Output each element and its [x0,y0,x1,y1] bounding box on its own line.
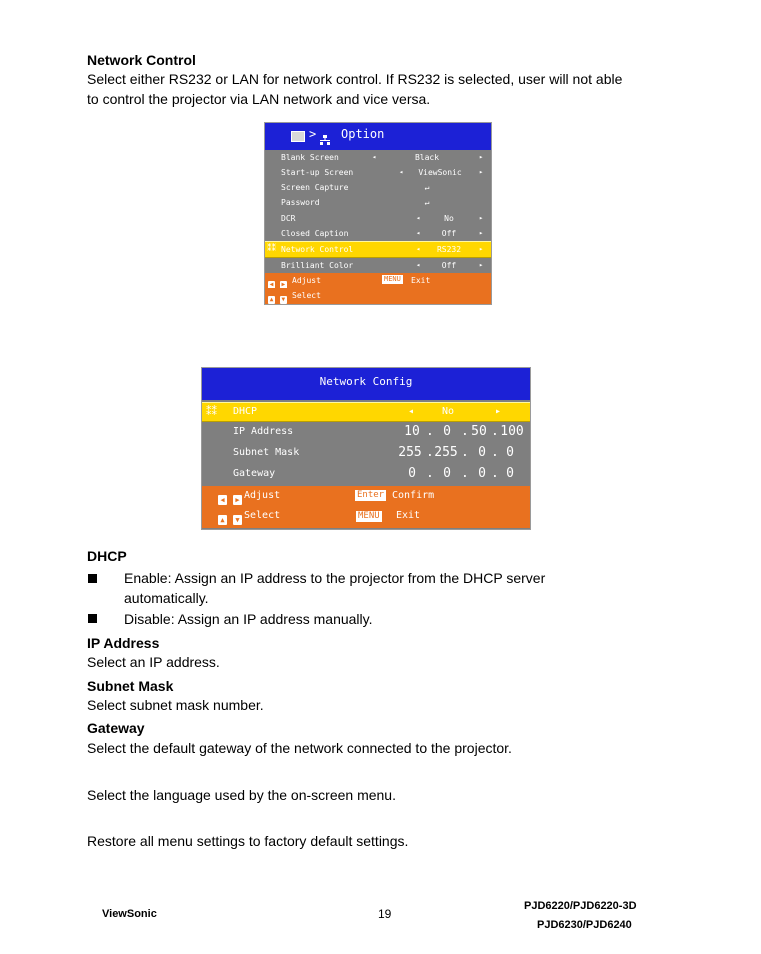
up-down-key-icon: ▲ ▼ [218,510,242,530]
row-label: Start-up Screen [281,168,354,177]
selection-cursor-icon: ⁑⁑ [206,405,217,418]
enter-icon: ↵ [424,183,430,192]
menu-folder-icon [291,131,305,142]
menu-key-icon: MENU [384,275,401,283]
net-row-gateway[interactable]: Gateway 0 . 0 . 0 . 0 [202,464,530,484]
left-arrow-icon: ◂ [408,406,415,417]
octet-1: 10 [404,424,420,439]
row-label: Gateway [233,468,276,479]
network-config-title: Network Config [319,375,413,388]
exit-label: Exit [411,276,431,285]
footer-brand: ViewSonic [102,908,157,920]
row-label: DHCP [233,406,258,417]
footer-model-line1: PJD6220/PJD6220-3D [524,900,637,912]
network-config-title-bar [202,368,530,400]
row-label: Brilliant Color [281,261,354,270]
row-value: RS232 [436,245,462,254]
select-label: Select [244,510,281,521]
option-row-network-control[interactable] [265,241,491,258]
network-control-heading: Network Control [87,52,196,68]
menu-key-icon: MENU [358,511,380,521]
row-value: No [444,214,454,223]
row-label: Password [281,198,320,207]
adjust-label: Adjust [244,490,281,501]
row-value: Off [441,261,457,270]
dhcp-disable: Disable: Assign an IP address manually. [124,611,373,627]
dhcp-enable-line2: automatically. [124,590,209,606]
selection-cursor-icon: ⁑⁑ [267,244,276,254]
network-config-screenshot [201,367,531,530]
option-footer-adjust [265,273,491,288]
option-row-brilliant-color[interactable] [265,258,491,273]
row-value: Off [441,229,457,238]
confirm-label: Confirm [392,490,435,501]
exit-label: Exit [396,510,421,521]
octet-3: 0 [478,466,486,481]
octet-4: 0 [506,466,514,481]
right-arrow-icon: ▸ [495,406,502,417]
network-control-text-line2: to control the projector via LAN network and vice versa. [87,91,431,107]
right-arrow-icon: ▸ [479,229,484,237]
subnet-mask-heading: Subnet Mask [87,678,174,694]
left-arrow-icon: ◂ [399,168,404,176]
dhcp-enable-line1: Enable: Assign an IP address to the projector from the DHCP server [124,570,546,586]
octet-3: 0 [478,445,486,460]
title-separator: > [309,127,317,141]
octet-2: 255 [434,445,458,460]
net-row-ip-address[interactable]: IP Address 10 . 0 . 50 . 100 [202,422,530,442]
net-row-dhcp[interactable] [202,402,530,422]
left-right-key-icon: ◀ ▶ [269,281,286,288]
subnet-mask-text: Select subnet mask number. [87,697,264,713]
enter-key-icon: Enter [357,490,385,500]
right-arrow-icon: ▸ [479,261,484,269]
row-label: Screen Capture [281,183,349,192]
option-row-dcr[interactable] [265,211,491,226]
left-arrow-icon: ◂ [372,153,377,161]
row-label: Subnet Mask [233,447,300,458]
adjust-label: Adjust [292,276,321,285]
right-arrow-icon: ▸ [479,168,484,176]
left-arrow-icon: ◂ [416,245,421,253]
option-row-password[interactable] [265,195,491,210]
row-label: Network Control [281,245,354,254]
octet-4: 100 [500,424,524,439]
row-value: No [442,406,455,417]
option-row-screen-capture[interactable] [265,180,491,195]
select-label: Select [292,291,321,300]
option-row-blank-screen[interactable] [265,150,491,165]
octet-2: 0 [443,466,451,481]
row-value: ViewSonic [418,168,462,177]
page-number: 19 [378,907,392,921]
network-control-text-line1: Select either RS232 or LAN for network control. If RS232 is selected, user will not able [87,71,623,87]
octet-3: 50 [471,424,487,439]
option-menu-screenshot [264,122,492,305]
option-footer-select [265,288,491,304]
gateway-text: Select the default gateway of the network connected to the projector. [87,740,512,756]
net-row-subnet-mask[interactable]: Subnet Mask 255 . 255 . 0 . 0 [202,443,530,463]
octet-4: 0 [506,445,514,460]
option-menu-title: Option [341,127,385,141]
left-arrow-icon: ◂ [416,261,421,269]
left-right-key-icon: ◀ ▶ [218,490,242,510]
left-arrow-icon: ◂ [416,229,421,237]
row-label: Blank Screen [281,153,339,162]
option-row-startup-screen[interactable] [265,165,491,180]
octet-1: 0 [408,466,416,481]
net-footer-select [202,506,530,528]
right-arrow-icon: ▸ [479,214,484,222]
row-label: Closed Caption [281,229,349,238]
restore-text: Restore all menu settings to factory default settings. [87,833,409,849]
network-icon [320,130,330,140]
dhcp-heading: DHCP [87,548,127,564]
left-arrow-icon: ◂ [416,214,421,222]
octet-2: 0 [443,424,451,439]
gateway-heading: Gateway [87,720,145,736]
language-text: Select the language used by the on-screen menu. [87,787,396,803]
net-footer-adjust [202,486,530,506]
row-label: DCR [281,214,296,223]
row-label: IP Address [233,426,294,437]
right-arrow-icon: ▸ [479,245,484,253]
up-down-key-icon: ▲ ▼ [269,296,286,303]
right-arrow-icon: ▸ [479,153,484,161]
option-menu-title-bar [265,123,491,150]
ip-address-text: Select an IP address. [87,654,220,670]
row-value: Black [414,153,440,162]
bullet-square-icon [88,614,97,623]
ip-address-heading: IP Address [87,635,160,651]
enter-icon: ↵ [424,198,430,207]
octet-1: 255 [398,445,422,460]
option-row-closed-caption[interactable] [265,226,491,241]
bullet-square-icon [88,574,97,583]
footer-model-line2: PJD6230/PJD6240 [537,919,632,931]
